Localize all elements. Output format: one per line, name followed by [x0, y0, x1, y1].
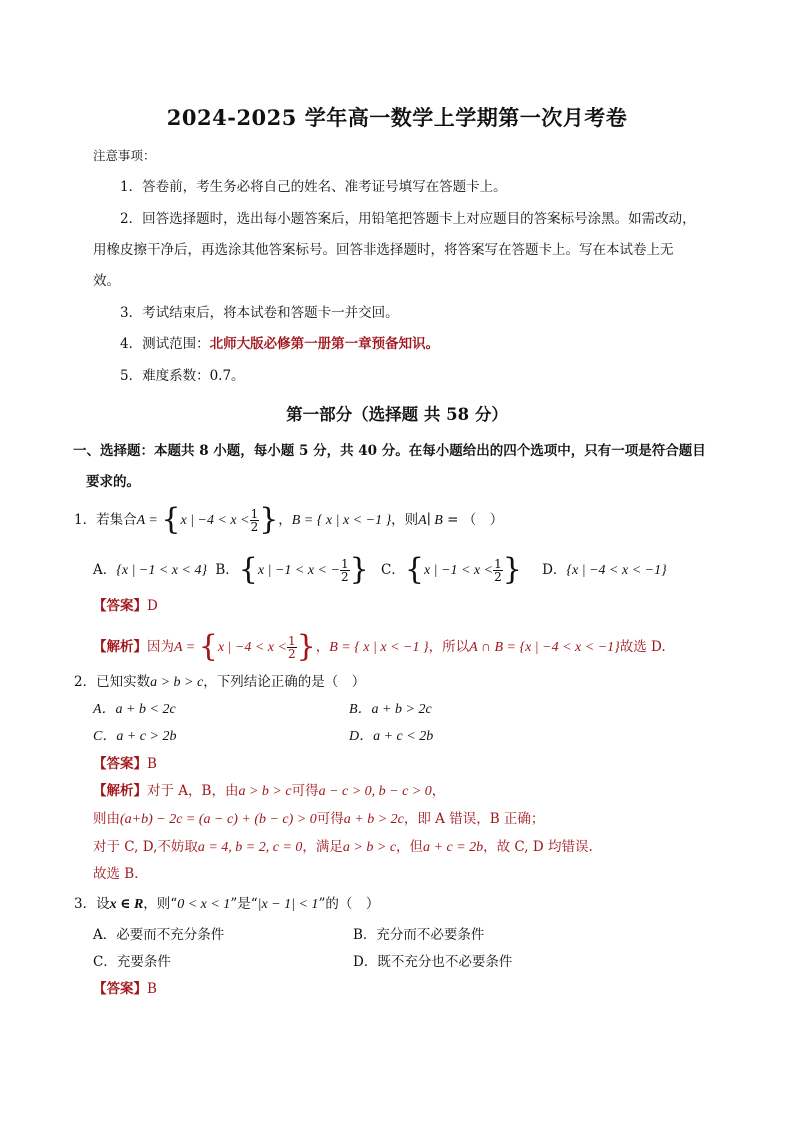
analysis-text: ，故 C, D 均错误. — [483, 839, 593, 855]
q1-stem-text: 若集合 — [96, 512, 137, 528]
answer-label: 【答案】 — [93, 598, 147, 614]
instructions-text: 本题共 8 小题，每小题 5 分，共 40 分。在每小题给出的四个选项中，只有一项是符合题目 — [154, 443, 706, 459]
question-3-answer — [93, 980, 157, 998]
q3-option-c: C．充要条件 — [93, 954, 171, 970]
analysis-text: 对于 C, D,不妨取 — [93, 839, 198, 855]
test-scope: 北师大版必修第一册第一章预备知识。 — [209, 336, 440, 352]
option-a-label: A． — [93, 562, 117, 578]
q1-stem-text-2: ，则 — [391, 512, 419, 528]
analysis-label: 【解析】 — [93, 639, 147, 655]
q2-stem-text-2: ，下列结论正确的是（ ） — [203, 674, 366, 690]
fraction-one-half: $\frac{1}{2}$ — [340, 557, 349, 584]
q1-stem-end: = （ ） — [442, 512, 504, 528]
left-brace-icon: { — [238, 552, 258, 587]
question-2-analysis-line-2 — [93, 810, 544, 829]
left-brace-icon: { — [161, 502, 181, 537]
option-a: {x | −1 < x < 4} — [116, 563, 208, 578]
q2-option-c: C．a + c > 2b — [93, 729, 177, 744]
q3-condition-1: 0 < x < 1 — [177, 897, 231, 912]
question-1-options — [93, 552, 667, 587]
notice-item-2-line-3: 效。 — [93, 273, 120, 289]
answer-value: B — [147, 981, 157, 997]
q2-option-a: A．a + b < 2c — [93, 702, 176, 717]
q3-stem-text: ”是“ — [230, 896, 258, 912]
analysis-math: a − c > 0, b − c > 0 — [318, 784, 432, 799]
question-1-answer — [93, 597, 158, 615]
analysis-math: a > b > c — [238, 784, 292, 799]
analysis-text: ，满足 — [302, 839, 343, 855]
notice-item-4-prefix: 4．测试范围： — [120, 336, 210, 352]
option-d: {x | −4 < x < −1} — [566, 563, 667, 578]
option-c-label: C． — [381, 562, 405, 578]
q3-option-b: B．充分而不必要条件 — [353, 927, 485, 943]
question-2-analysis-line-4: 故选 B． — [93, 866, 148, 882]
option-b-label: B． — [215, 562, 239, 578]
option-b-body: x | −1 < x < − — [257, 563, 340, 578]
section-instructions-line-2: 要求的。 — [86, 474, 140, 490]
question-2-answer — [93, 755, 157, 773]
left-brace-icon: { — [198, 629, 218, 664]
right-brace-icon: } — [259, 502, 279, 537]
q3-stem-text: ”的（ ） — [318, 896, 380, 912]
question-number: 2． — [74, 674, 97, 690]
q2-option-b: B．a + b > 2c — [349, 702, 432, 717]
right-brace-icon: } — [296, 629, 316, 664]
analysis-math: a + c = 2b — [423, 840, 484, 855]
notice-item-2-line-2: 用橡皮擦干净后，再选涂其他答案标号。回答非选择题时，将答案写在答题卡上。写在本试卷上无 — [93, 242, 674, 258]
q3-option-d: D．既不充分也不必要条件 — [353, 954, 513, 970]
notice-item-5: 5．难度系数：0.7。 — [120, 368, 245, 384]
notice-item-1: 1．答卷前，考生务必将自己的姓名、准考证号填写在答题卡上。 — [120, 179, 507, 195]
analysis-text: ，即 A 错误，B 正确； — [403, 811, 545, 827]
analysis-label: 【解析】 — [93, 783, 147, 799]
section-title: 第一部分（选择题 共 58 分） — [286, 405, 508, 424]
exam-title: 2024-2025 学年高一数学上学期第一次月考卷 — [166, 105, 628, 130]
analysis-text: 可得 — [291, 783, 319, 799]
fraction-one-half: $\frac{1}{2}$ — [287, 634, 296, 661]
analysis-text: ，但 — [396, 839, 424, 855]
fraction-one-half: $\frac{1}{2}$ — [250, 507, 259, 534]
q2-condition: a > b > c — [150, 675, 204, 690]
q3-condition-2: |x − 1| < 1 — [257, 897, 319, 912]
q1-set-b: B = { x | x < −1 } — [291, 513, 392, 528]
option-c-body: x | −1 < x < — [423, 563, 494, 578]
analysis-text: 可得 — [316, 811, 344, 827]
analysis-math: a + b > 2c — [343, 812, 404, 827]
analysis-text: 对于 A，B，由 — [147, 783, 239, 799]
answer-label: 【答案】 — [93, 981, 147, 997]
q1-separator: ， — [315, 639, 330, 655]
question-2-analysis-line-1 — [93, 782, 445, 801]
analysis-text: 则由 — [93, 811, 120, 827]
analysis-math: a = 4, b = 2, c = 0 — [197, 840, 303, 855]
analysis-text: ，所以 — [428, 639, 470, 655]
q3-option-a: A．必要而不充分条件 — [93, 927, 225, 943]
instructions-prefix: 一、选择题： — [73, 443, 154, 459]
analysis-text: ， — [431, 783, 446, 799]
q1-set-a-name: A = — [136, 513, 162, 528]
analysis-math: (a+b) − 2c = (a − c) + (b − c) > 0 — [120, 812, 317, 827]
q1-set-operation: A∣ B — [418, 513, 443, 528]
fraction-one-half: $\frac{1}{2}$ — [494, 557, 502, 584]
q3-domain: x ∈ R — [109, 897, 144, 912]
answer-label: 【答案】 — [93, 756, 147, 772]
q1-set-a-body: x | −4 < x < — [180, 513, 250, 528]
question-1-analysis — [93, 629, 666, 664]
right-brace-icon: } — [502, 552, 522, 587]
question-1-stem — [74, 502, 504, 537]
question-2-stem — [74, 673, 365, 692]
left-brace-icon: { — [404, 552, 424, 587]
question-number: 3． — [74, 896, 97, 912]
q3-stem-text: 设 — [96, 896, 110, 912]
analysis-intersection: A ∩ B = {x | −4 < x < −1} — [469, 640, 620, 655]
answer-value: B — [147, 756, 157, 772]
option-d-label: D． — [542, 562, 567, 578]
analysis-math: a > b > c — [342, 840, 397, 855]
q1-set-a-name: A = — [174, 640, 199, 655]
analysis-conclusion: 故选 D. — [619, 639, 666, 655]
question-number: 1． — [74, 512, 97, 528]
question-2-analysis-line-3 — [93, 838, 593, 857]
q1-set-a-body: x | −4 < x < — [217, 640, 287, 655]
q1-separator: ， — [278, 512, 292, 528]
q1-set-b: B = { x | x < −1 } — [329, 640, 429, 655]
section-instructions-line-1 — [73, 442, 706, 460]
question-3-stem — [74, 895, 379, 914]
q3-stem-text: ，则“ — [143, 896, 178, 912]
answer-value: D — [147, 598, 158, 614]
notice-item-2-line-1: 2．回答选择题时，选出每小题答案后，用铅笔把答题卡上对应题目的答案标号涂黑。如需改动， — [120, 211, 696, 227]
right-brace-icon: } — [349, 552, 369, 587]
analysis-text: 因为 — [147, 639, 174, 655]
q2-stem-text: 已知实数 — [96, 674, 151, 690]
notice-item-3: 3．考试结束后，将本试卷和答题卡一并交回。 — [120, 305, 399, 321]
notice-item-4 — [120, 335, 439, 353]
notice-heading: 注意事项： — [93, 148, 156, 163]
q2-option-d: D．a + c < 2b — [349, 729, 434, 744]
